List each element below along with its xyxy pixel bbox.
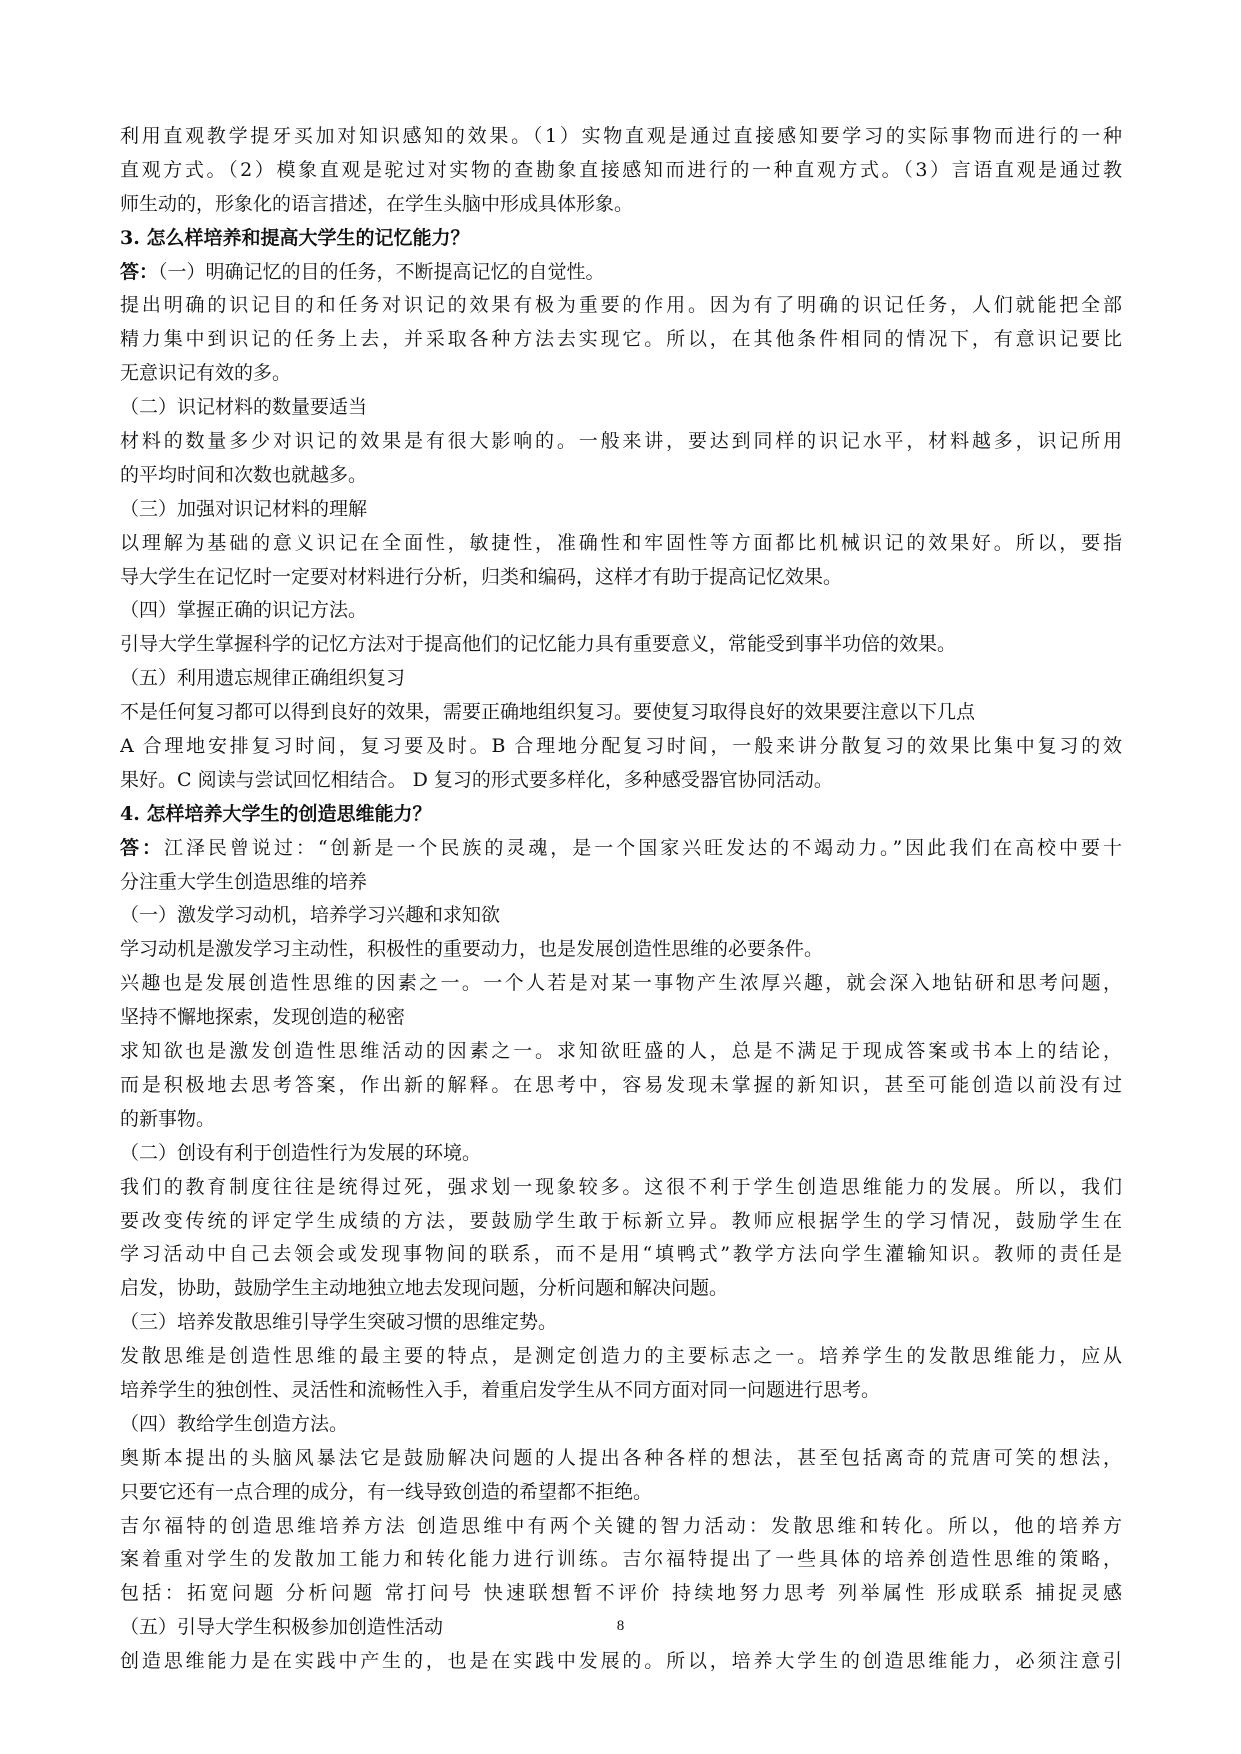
text-line (120, 1543, 1122, 1577)
text-line (120, 120, 1122, 154)
line-text: （四）掌握正确的识记方法。 (120, 599, 368, 622)
line-text: 分注重大学生创造思维的培养 (120, 870, 368, 893)
text-line (120, 391, 1122, 425)
text-line (120, 1035, 1122, 1069)
line-text: 学习活动中自己去领会或发现事物间的联系，而不是用“填鸭式”教学方法向学生灌输知识。教师的责任是 (120, 1243, 1122, 1266)
line-text: （一）激发学习动机，培养学习兴趣和求知欲 (120, 904, 501, 927)
line-text: 的新事物。 (120, 1107, 216, 1130)
text-line (120, 1272, 1122, 1306)
text-line (120, 967, 1122, 1001)
text-line (120, 1408, 1122, 1442)
text-line (120, 1103, 1122, 1137)
line-text: 引导大学生掌握科学的记忆方法对于提高他们的记忆能力具有重要意义，常能受到事半功倍的效果。 (120, 633, 957, 656)
text-line (120, 730, 1122, 764)
line-text: 利用直观教学提牙买加对知识感知的效果。（1）实物直观是通过直接感知要学习的实际事物而进行的一种 (120, 125, 1122, 147)
line-text: 案着重对学生的发散加工能力和转化能力进行训练。吉尔福特提出了一些具体的培养创造性思维的策略， (120, 1548, 1122, 1571)
line-text: 果好。C 阅读与尝试回忆相结合。 D 复习的形式要多样化，多种感受器官协同活动。 (120, 768, 833, 791)
line-text: 求知欲也是激发创造性思维活动的因素之一。求知欲旺盛的人，总是不满足于现成答案或书本上的结论， (120, 1040, 1122, 1063)
line-text: 坚持不懈地探索，发现创造的秘密 (120, 1006, 406, 1029)
line-text: 以理解为基础的意义识记在全面性，敏捷性，准确性和牢固性等方面都比机械识记的效果好。所以，要指 (120, 531, 1122, 554)
line-text: 而是积极地去思考答案，作出新的解释。在思考中，容易发现未掌握的新知识，甚至可能创造以前没有过 (120, 1073, 1122, 1096)
text-line (120, 764, 1122, 798)
line-text: 吉尔福特的创造思维培养方法 创造思维中有两个关键的智力活动：发散思维和转化。所以，他的培养方 (120, 1514, 1122, 1537)
line-text: 师生动的，形象化的语言措述，在学生头脑中形成具体形象。 (120, 192, 634, 215)
text-line (120, 1374, 1122, 1408)
line-text: 发散思维是创造性思维的最主要的特点，是测定创造力的主要标志之一。培养学生的发散思维能力，应从 (120, 1345, 1122, 1368)
text-line (120, 1510, 1122, 1544)
line-text: 包括：拓宽问题 分析问题 常打问号 快速联想暂不评价 持续地努力思考 列举属性 形成联系 捕捉灵感 (120, 1582, 1122, 1605)
text-line (120, 1306, 1122, 1340)
line-text: （五）引导大学生积极参加创造性活动 (120, 1616, 444, 1639)
line-text: 江泽民曾说过：“创新是一个民族的灵魂，是一个国家兴旺发达的不竭动力。”因此我们在高校中要十 (163, 836, 1122, 859)
line-text: 3. 怎么样培养和提高大学生的记忆能力？ (120, 226, 470, 249)
line-text: 导大学生在记忆时一定要对材料进行分析，归类和编码，这样才有助于提高记忆效果。 (120, 565, 843, 588)
line-text: 要改变传统的评定学生成绩的方法，要鼓励学生敢于标新立异。教师应根据学生的学习情况，鼓励学生在 (120, 1209, 1122, 1232)
line-text: 材料的数量多少对识记的效果是有很大影响的。一般来讲，要达到同样的识记水平，材料越多，识记所用 (120, 430, 1122, 453)
line-text: 精力集中到识记的任务上去，并采取各种方法去实现它。所以，在其他条件相同的情况下，有意识记要比 (120, 328, 1122, 351)
text-line (120, 459, 1122, 493)
text-line (120, 696, 1122, 730)
text-line (120, 289, 1122, 323)
line-text: （四）教给学生创造方法。 (120, 1412, 349, 1435)
text-line (120, 323, 1122, 357)
text-line (120, 594, 1122, 628)
line-text: 启发，协助，鼓励学生主动地独立地去发现问题，分析问题和解决问题。 (120, 1277, 729, 1300)
text-line (120, 493, 1122, 527)
text-line (120, 1001, 1122, 1035)
line-text: 只要它还有一点合理的成分，有一线导致创造的希望都不拒绝。 (120, 1480, 653, 1503)
text-line (120, 933, 1122, 967)
text-line (120, 1476, 1122, 1510)
text-line (120, 662, 1122, 696)
line-text: 无意识记有效的多。 (120, 362, 292, 385)
text-line (120, 1069, 1122, 1103)
line-text: 4. 怎样培养大学生的创造思维能力？ (120, 802, 432, 825)
line-text: （二）创设有利于创造性行为发展的环境。 (120, 1141, 482, 1164)
line-text: 学习动机是激发学习主动性，积极性的重要动力，也是发展创造性思维的必要条件。 (120, 938, 824, 961)
line-text: （三）加强对识记材料的理解 (120, 497, 368, 520)
line-text: 培养学生的独创性、灵活性和流畅性入手，着重启发学生从不同方面对同一问题进行思考。 (120, 1378, 881, 1401)
text-line (120, 628, 1122, 662)
text-line (120, 1205, 1122, 1239)
text-line (120, 1577, 1122, 1611)
text-line (120, 1442, 1122, 1476)
text-line (120, 1340, 1122, 1374)
text-line (120, 866, 1122, 900)
line-text: （二）识记材料的数量要适当 (120, 396, 368, 419)
text-line (120, 256, 1122, 290)
line-text: A 合理地安排复习时间，复习要及时。B 合理地分配复习时间，一般来讲分散复习的效果比集中复习的效 (120, 735, 1122, 758)
text-line (120, 832, 1122, 866)
page-number: 8 (616, 1618, 625, 1634)
answer-label: 答： (120, 836, 164, 859)
line-text: 提出明确的识记目的和任务对识记的效果有极为重要的作用。因为有了明确的识记任务，人们就能把全部 (120, 294, 1122, 317)
text-line (120, 188, 1122, 222)
text-line (120, 1238, 1122, 1272)
text-line (120, 357, 1122, 391)
line-text: （五）利用遗忘规律正确组织复习 (120, 667, 406, 690)
text-line (120, 561, 1122, 595)
document-body (120, 120, 1122, 1679)
line-text: 我们的教育制度往往是统得过死，强求划一现象较多。这很不利于学生创造思维能力的发展。所以，我们 (120, 1175, 1122, 1198)
section-heading (120, 222, 1122, 256)
line-text: （三）培养发散思维引导学生突破习惯的思维定势。 (120, 1311, 558, 1334)
text-line (120, 899, 1122, 933)
text-line (120, 154, 1122, 188)
line-text: 直观方式。（2）模象直观是驼过对实物的查勘象直接感知而进行的一种直观方式。（3）言语直观是通过教 (120, 158, 1122, 181)
section-heading (120, 798, 1122, 832)
text-line (120, 1171, 1122, 1205)
text-line (120, 527, 1122, 561)
line-text: 兴趣也是发展创造性思维的因素之一。一个人若是对某一事物产生浓厚兴趣，就会深入地钻研和思考问题， (120, 972, 1122, 995)
line-text: 创造思维能力是在实践中产生的，也是在实践中发展的。所以，培养大学生的创造思维能力，必须注意引 (120, 1650, 1122, 1673)
text-line (120, 1137, 1122, 1171)
line-text: 不是任何复习都可以得到良好的效果，需要正确地组织复习。要使复习取得良好的效果要注意以下几点 (120, 701, 976, 724)
line-text: 奥斯本提出的头脑风暴法它是鼓励解决问题的人提出各种各样的想法，甚至包括离奇的荒唐可笑的想法， (120, 1446, 1122, 1469)
line-text: 的平均时间和次数也就越多。 (120, 463, 368, 486)
answer-label: 答： (120, 260, 159, 283)
line-text: （一）明确记忆的目的任务，不断提高记忆的自觉性。 (158, 260, 605, 283)
text-line (120, 425, 1122, 459)
text-line (120, 1645, 1122, 1679)
